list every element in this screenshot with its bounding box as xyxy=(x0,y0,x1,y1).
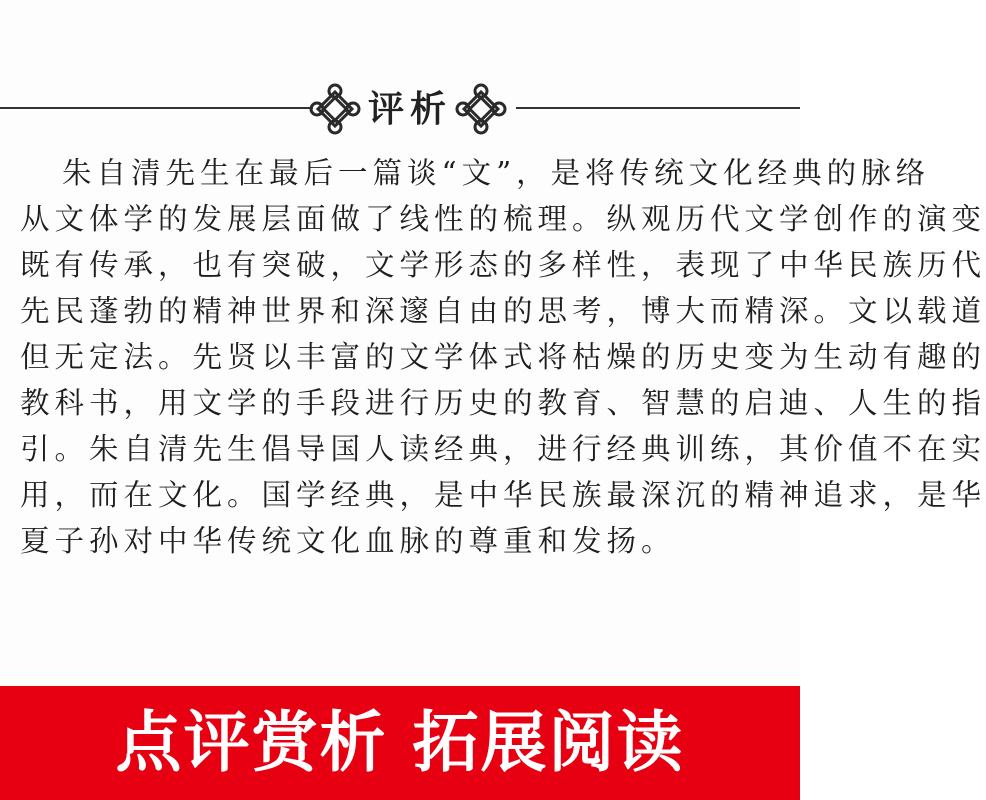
paragraph-line: 夏子孙对中华传统文化血脉的尊重和发扬。 xyxy=(20,524,676,558)
knot-ornament-left-icon xyxy=(306,80,364,138)
header-rule-right xyxy=(516,107,800,109)
bleed-through-texture xyxy=(430,640,800,670)
paragraph-line: 先民蓬勃的精神世界和深邃自由的思考，博大而精深。文以载道 xyxy=(20,294,986,328)
banner-text: 点评赏析 拓展阅读 xyxy=(115,704,685,781)
paragraph-line: 但无定法。先贤以丰富的文学体式将枯燥的历史变为生动有趣的 xyxy=(20,340,986,374)
paragraph-line: 用，而在文化。国学经典，是中华民族最深沉的精神追求，是华 xyxy=(20,478,986,512)
paragraph-line: 从文体学的发展层面做了线性的梳理。纵观历代文学创作的演变 xyxy=(20,202,986,236)
section-title: 评析 xyxy=(367,88,452,130)
header-rule-left xyxy=(0,107,313,109)
paragraph-line: 既有传承，也有突破，文学形态的多样性，表现了中华民族历代 xyxy=(20,248,986,282)
paragraph-line: 教科书，用文学的手段进行历史的教育、智慧的启迪、人生的指 xyxy=(20,386,986,420)
paragraph-line: 朱自清先生在最后一篇谈“文”，是将传统文化经典的脉络 xyxy=(62,156,931,190)
paragraph-line: 引。朱自清先生倡导国人读经典，进行经典训练，其价值不在实 xyxy=(20,432,986,466)
promo-banner xyxy=(0,686,800,800)
knot-ornament-right-icon xyxy=(452,80,510,138)
